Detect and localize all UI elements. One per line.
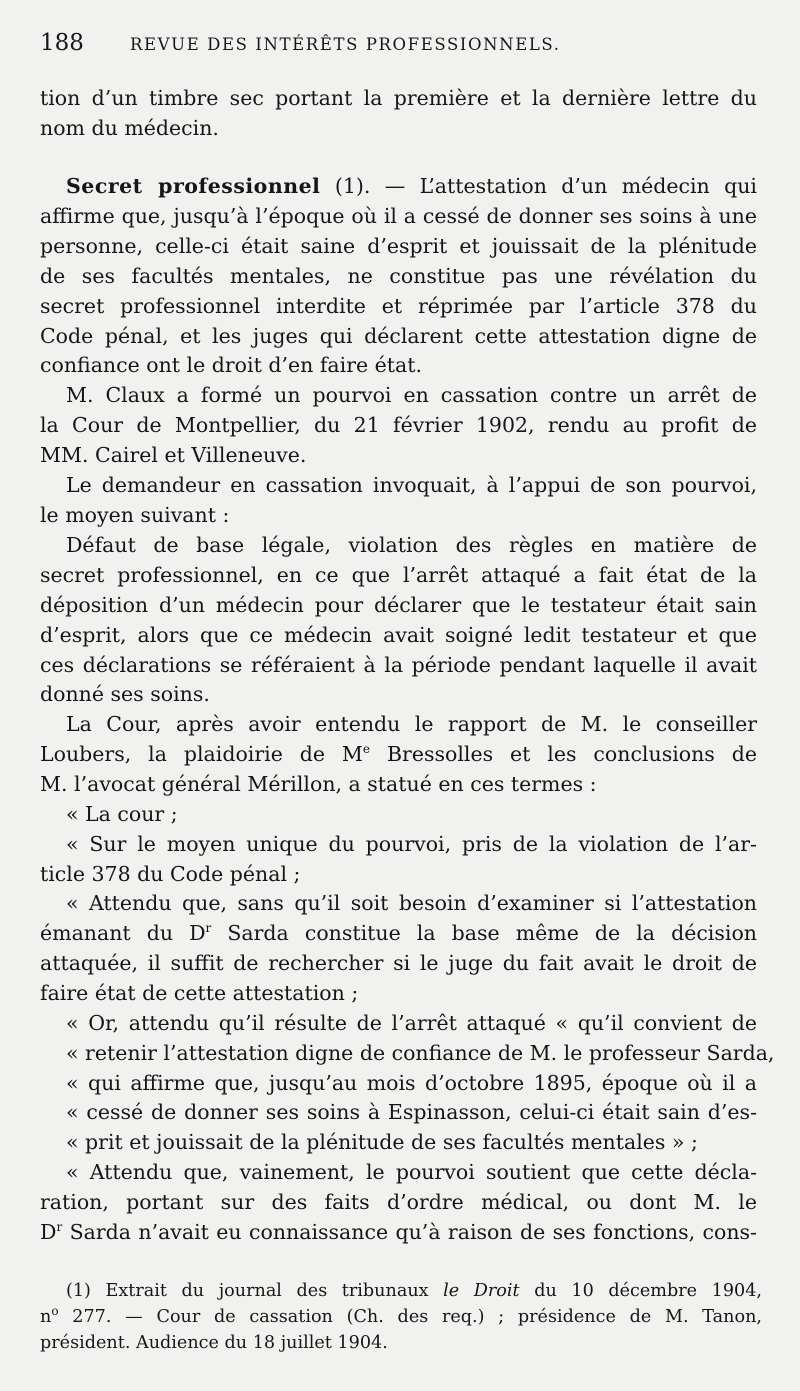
text-line: faire état de cette attestation ; — [40, 981, 359, 1005]
superscript: e — [362, 742, 371, 757]
text-line: d’esprit, alors que ce médecin avait soigné ledit testateur et que — [40, 623, 757, 647]
text-line: nom du médecin. — [40, 116, 219, 140]
text-span: (1). — L’attestation d’un médecin qui — [320, 174, 757, 198]
text-span: du 10 décembre 1904, — [519, 1281, 763, 1301]
text-line: de ses facultés mentales, ne constitue pas une révélation du — [40, 264, 757, 288]
text-line: affirme que, jusqu’à l’époque où il a cessé de donner ses soins à une — [40, 204, 757, 228]
text-line: « qui affirme que, jusqu’au mois d’octobre 1895, époque où il a — [66, 1071, 757, 1095]
text-line: M. l’avocat général Mérillon, a statué en ces termes : — [40, 772, 597, 796]
text-line: « prit et jouissait de la plénitude de ses facultés mentales » ; — [66, 1130, 698, 1154]
superscript: r — [56, 1220, 63, 1235]
text-line — [40, 918, 757, 948]
text-span: Loubers, la plaidoirie de M — [40, 742, 363, 766]
page-number: 188 — [40, 30, 84, 56]
text-line: La Cour, après avoir entendu le rapport de M. le conseiller — [66, 712, 757, 736]
text-line: tion d’un timbre sec portant la première et la dernière lettre du — [40, 86, 757, 110]
text-line: ces déclarations se référaient à la période pendant laquelle il avait — [40, 653, 757, 677]
text-line: M. Claux a formé un pourvoi en cassation contre un arrêt de — [66, 383, 757, 407]
text-line: « cessé de donner ses soins à Espinasson, celui-ci était sain d’es- — [66, 1100, 757, 1124]
text-line: « Or, attendu qu’il résulte de l’arrêt attaqué « qu’il convient de — [66, 1011, 757, 1035]
text-line: « retenir l’attestation digne de confiance de M. le professeur Sarda, — [66, 1041, 775, 1065]
page-header — [40, 30, 740, 66]
superscript: r — [205, 921, 212, 936]
text-line: personne, celle-ci était saine d’esprit et jouissait de la plénitude — [40, 234, 757, 258]
text-span: n — [40, 1307, 52, 1327]
text-line: MM. Cairel et Villeneuve. — [40, 443, 307, 467]
text-line: donné ses soins. — [40, 682, 210, 706]
text-line: Défaut de base légale, violation des règles en matière de — [66, 533, 757, 557]
text-span: émanant du D — [40, 921, 206, 945]
text-line: le moyen suivant : — [40, 503, 230, 527]
footnote-line — [40, 1304, 762, 1330]
text-span: Bressolles et les conclusions de — [370, 742, 758, 766]
text-line: Le demandeur en cassation invoquait, à l’appui de son pourvoi, — [66, 473, 757, 497]
text-line: la Cour de Montpellier, du 21 février 1902, rendu au profit de — [40, 413, 757, 437]
text-line: ration, portant sur des faits d’ordre médical, ou dont M. le — [40, 1190, 757, 1214]
text-line: déposition d’un médecin pour déclarer que le testateur était sain — [40, 593, 757, 617]
text-line: ticle 378 du Code pénal ; — [40, 862, 301, 886]
section-opening-line — [66, 171, 757, 201]
footnote-line — [66, 1278, 762, 1304]
footnote-line: président. Audience du 18 juillet 1904. — [40, 1333, 388, 1353]
text-line: secret professionnel interdite et réprimée par l’article 378 du — [40, 294, 757, 318]
text-span: Sarda constitue la base même de la décision — [211, 921, 757, 945]
text-line — [40, 739, 757, 769]
text-line: « Attendu que, sans qu’il soit besoin d’examiner si l’attestation — [66, 891, 757, 915]
text-line — [40, 1217, 757, 1247]
text-line: « Attendu que, vainement, le pourvoi soutient que cette décla- — [66, 1160, 757, 1184]
superscript: o — [51, 1304, 59, 1319]
text-line: secret professionnel, en ce que l’arrêt attaqué a fait état de la — [40, 563, 757, 587]
running-title: REVUE DES INTÉRÊTS PROFESSIONNELS. — [130, 35, 561, 54]
text-line: « Sur le moyen unique du pourvoi, pris de la violation de l’ar- — [66, 832, 757, 856]
journal-title: le Droit — [443, 1281, 520, 1301]
text-line: « La cour ; — [66, 802, 178, 826]
text-span: D — [40, 1220, 57, 1244]
text-span: 277. — Cour de cassation (Ch. des req.) ; présidence de M. Tanon, — [58, 1307, 762, 1327]
text-line: confiance ont le droit d’en faire état. — [40, 353, 422, 377]
text-span: Sarda n’avait eu connaissance qu’à raison de ses fonctions, cons- — [62, 1220, 757, 1244]
section-title: Secret professionnel — [66, 174, 321, 198]
text-line: Code pénal, et les juges qui déclarent cette attestation digne de — [40, 324, 757, 348]
text-line: attaquée, il suffit de rechercher si le juge du fait avait le droit de — [40, 951, 757, 975]
text-span: (1) Extrait du journal des tribunaux — [66, 1281, 444, 1301]
